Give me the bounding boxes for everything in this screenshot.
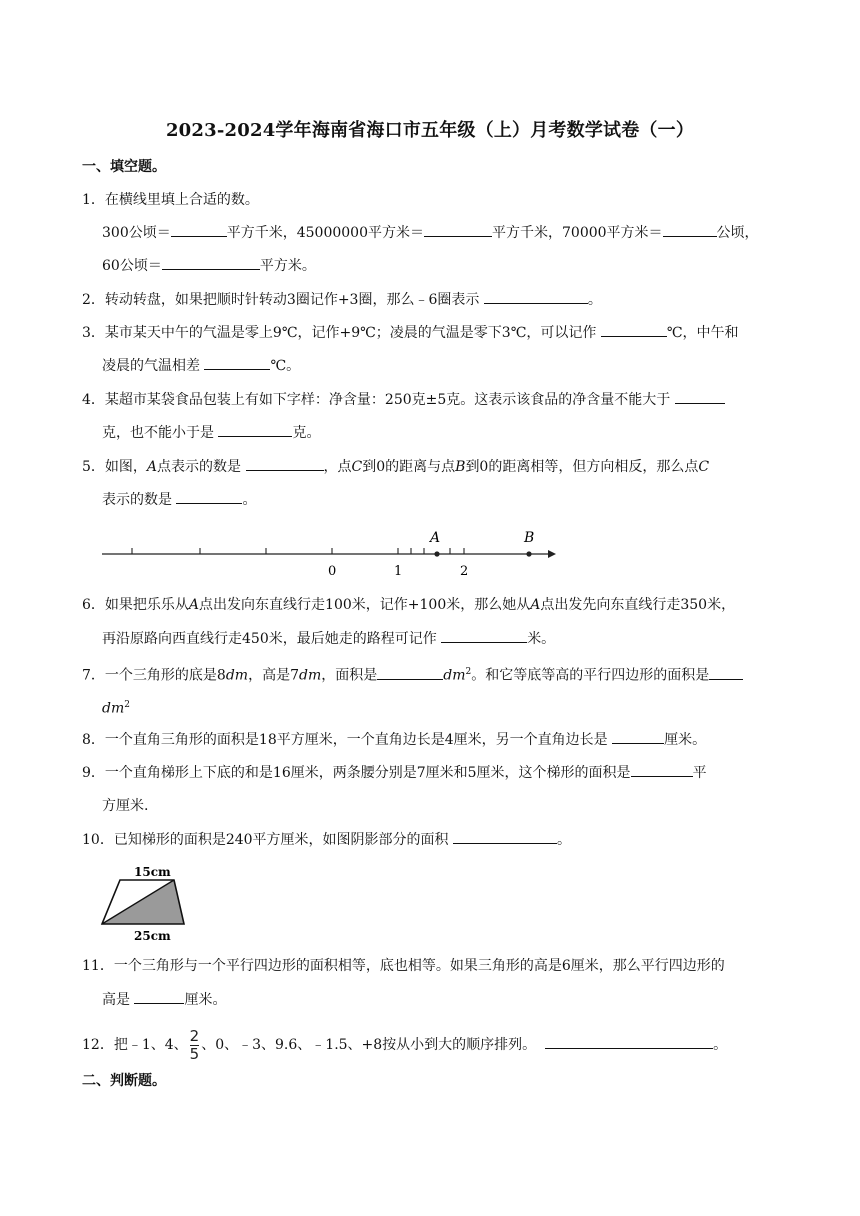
point-b-dot xyxy=(526,551,531,556)
text-segment: 表示的数是 xyxy=(102,492,172,508)
question-3-line-2 xyxy=(102,355,300,376)
exponent: 2 xyxy=(465,667,472,677)
question-5 xyxy=(82,456,709,477)
tick-label-1: 1 xyxy=(394,564,403,579)
text-segment: 高是 xyxy=(102,992,130,1008)
text-segment: 点出发向东直线行走100米，记作+100米，那么她从 xyxy=(199,597,531,613)
answer-blank[interactable] xyxy=(176,489,242,504)
answer-blank[interactable] xyxy=(134,989,184,1004)
point-label: C xyxy=(351,459,363,475)
answer-blank[interactable] xyxy=(545,1034,713,1049)
text-segment: ，高是7 xyxy=(248,667,300,684)
top-base-label: 15cm xyxy=(134,865,171,879)
text-segment: 再沿原路向西直线行走450米，最后她走的路程可记作 xyxy=(102,631,437,647)
question-number: 2． xyxy=(82,292,105,308)
text-segment: 克，也不能小于是 xyxy=(102,425,214,441)
text-segment: 如果把乐乐从 xyxy=(104,597,189,613)
question-number: 5． xyxy=(82,459,105,475)
question-7 xyxy=(82,662,743,686)
question-10 xyxy=(82,829,571,850)
question-text: 转动转盘，如果把顺时针转动3圈记作+3圈，那么﹣6圈表示 xyxy=(104,292,480,308)
question-text: 某超市某袋食品包装上有如下字样：净含量：250克±5克。这表示该食品的净含量不能大于 xyxy=(104,392,671,408)
text-segment: 。 xyxy=(242,492,257,508)
number-line-figure xyxy=(96,524,564,582)
shaded-triangle xyxy=(102,880,184,924)
answer-blank[interactable] xyxy=(484,289,588,304)
question-8 xyxy=(82,729,706,750)
question-9 xyxy=(82,762,707,783)
text-segment: 。 xyxy=(557,832,572,848)
point-label: A xyxy=(530,597,541,613)
exponent: 2 xyxy=(124,700,130,710)
point-label: B xyxy=(455,459,466,475)
point-label: A xyxy=(188,597,200,613)
text-segment: 米。 xyxy=(527,631,556,647)
text-segment: 。和它等底等高的平行四边形的面积是 xyxy=(471,667,710,684)
point-label: C xyxy=(698,459,710,475)
question-number: 10． xyxy=(82,832,114,848)
answer-blank[interactable] xyxy=(709,665,743,680)
text-segment: 平方千米，45000000平方米＝ xyxy=(226,225,424,241)
question-number: 1． xyxy=(82,192,105,208)
answer-blank[interactable] xyxy=(612,729,664,744)
text-segment: 方厘米. xyxy=(102,798,149,814)
arrow-head-icon xyxy=(548,550,556,558)
unit-label: dm xyxy=(299,667,322,684)
question-6-line-2 xyxy=(102,628,555,649)
text-segment: 300公顷＝ xyxy=(102,225,171,241)
tick-label-2: 2 xyxy=(460,564,469,579)
question-number: 11． xyxy=(82,958,114,974)
question-6 xyxy=(82,595,735,615)
question-4-line-2 xyxy=(102,422,320,443)
answer-blank[interactable] xyxy=(675,389,725,404)
question-9-line-2 xyxy=(102,796,148,816)
question-number: 7． xyxy=(82,667,105,684)
question-11 xyxy=(82,956,725,976)
question-11-line-2 xyxy=(102,989,226,1010)
text-segment: 公顷， xyxy=(716,225,759,241)
trapezoid-figure xyxy=(98,862,194,944)
fraction-numerator: 2 xyxy=(189,1026,200,1045)
question-1 xyxy=(82,190,259,210)
text-segment: 凌晨的气温相差 xyxy=(102,358,200,374)
answer-blank[interactable] xyxy=(171,222,227,237)
answer-blank[interactable] xyxy=(631,762,693,777)
text-segment: 。 xyxy=(713,1037,728,1053)
tick-marks xyxy=(132,548,464,554)
question-5-line-2 xyxy=(102,489,256,510)
answer-blank[interactable] xyxy=(204,355,270,370)
unit-label: dm xyxy=(443,667,466,684)
question-3 xyxy=(82,322,738,343)
text-segment: ℃。 xyxy=(270,358,301,374)
question-number: 8． xyxy=(82,732,105,748)
text-segment: 克。 xyxy=(292,425,321,441)
fraction-two-fifths xyxy=(189,1026,200,1063)
page-title: 2023-2024学年海南省海口市五年级（上）月考数学试卷（一） xyxy=(165,120,695,141)
question-text: 一个直角三角形的面积是18平方厘米，一个直角边长是4厘米，另一个直角边长是 xyxy=(104,732,608,748)
question-text: 已知梯形的面积是240平方厘米，如图阴影部分的面积 xyxy=(113,832,449,848)
text-segment: 、0、﹣3、9.6、﹣1.5、+8按从小到大的顺序排列。 xyxy=(201,1037,537,1053)
unit-label: dm xyxy=(225,667,249,684)
text-segment: 60公顷＝ xyxy=(102,258,162,274)
answer-blank[interactable] xyxy=(663,222,717,237)
question-text: 一个三角形与一个平行四边形的面积相等，底也相等。如果三角形的高是6厘米，那么平行四边形的 xyxy=(113,958,725,974)
text-segment: 平方千米，70000平方米＝ xyxy=(492,225,663,241)
text-segment: 到0的距离相等，但方向相反，那么点 xyxy=(465,459,699,475)
text-segment: 一个三角形的底是8 xyxy=(104,667,226,684)
point-a-label: A xyxy=(430,530,441,546)
text-segment: 如图， xyxy=(104,459,147,475)
fraction-denominator: 5 xyxy=(189,1044,200,1063)
question-7-line-2 xyxy=(102,695,130,719)
question-text: 某市某天中午的气温是零上9℃，记作+9℃；凌晨的气温是零下3℃，可以记作 xyxy=(104,325,597,341)
tick-label-0: 0 xyxy=(328,564,337,579)
text-segment: ℃，中午和 xyxy=(666,325,739,341)
answer-blank[interactable] xyxy=(601,322,667,337)
answer-blank[interactable] xyxy=(453,829,557,844)
text-segment: ，面积是 xyxy=(321,667,378,684)
text-segment: 到0的距离与点 xyxy=(362,459,456,475)
question-1-line-2 xyxy=(102,222,759,243)
question-number: 4． xyxy=(82,392,105,408)
question-number: 9． xyxy=(82,765,105,781)
question-4 xyxy=(82,389,725,410)
section-fill-in: 一、填空题。 xyxy=(82,159,166,175)
point-a-dot xyxy=(434,551,439,556)
unit-label: dm xyxy=(102,700,125,717)
answer-blank[interactable] xyxy=(377,665,443,680)
answer-blank[interactable] xyxy=(162,255,260,270)
question-number: 6． xyxy=(82,597,105,613)
bottom-base-label: 25cm xyxy=(134,929,171,943)
question-text: 一个直角梯形上下底的和是16厘米，两条腰分别是7厘米和5厘米，这个梯形的面积是 xyxy=(104,765,631,781)
point-b-label: B xyxy=(524,530,535,546)
text-segment: 平方米。 xyxy=(259,258,316,274)
question-text: 在横线里填上合适的数。 xyxy=(104,192,259,208)
question-number: 12． xyxy=(82,1037,114,1053)
question-12 xyxy=(82,1028,727,1062)
answer-blank[interactable] xyxy=(218,422,292,437)
text-segment: 厘米。 xyxy=(184,992,227,1008)
section-true-false: 二、判断题。 xyxy=(82,1073,166,1089)
question-number: 3． xyxy=(82,325,105,341)
text-segment: ，点 xyxy=(323,459,352,475)
answer-blank[interactable] xyxy=(246,456,324,471)
answer-blank[interactable] xyxy=(441,628,527,643)
text-segment: 把﹣1、4、 xyxy=(113,1037,188,1053)
question-1-line-3 xyxy=(102,255,316,276)
answer-blank[interactable] xyxy=(424,222,492,237)
text-segment: 点出发先向东直线行走350米， xyxy=(540,597,736,613)
text-segment: 。 xyxy=(587,292,602,308)
text-segment: 平 xyxy=(692,765,707,781)
text-segment: 厘米。 xyxy=(664,732,707,748)
point-label: A xyxy=(146,459,158,475)
text-segment: 点表示的数是 xyxy=(157,459,242,475)
question-2 xyxy=(82,289,602,310)
